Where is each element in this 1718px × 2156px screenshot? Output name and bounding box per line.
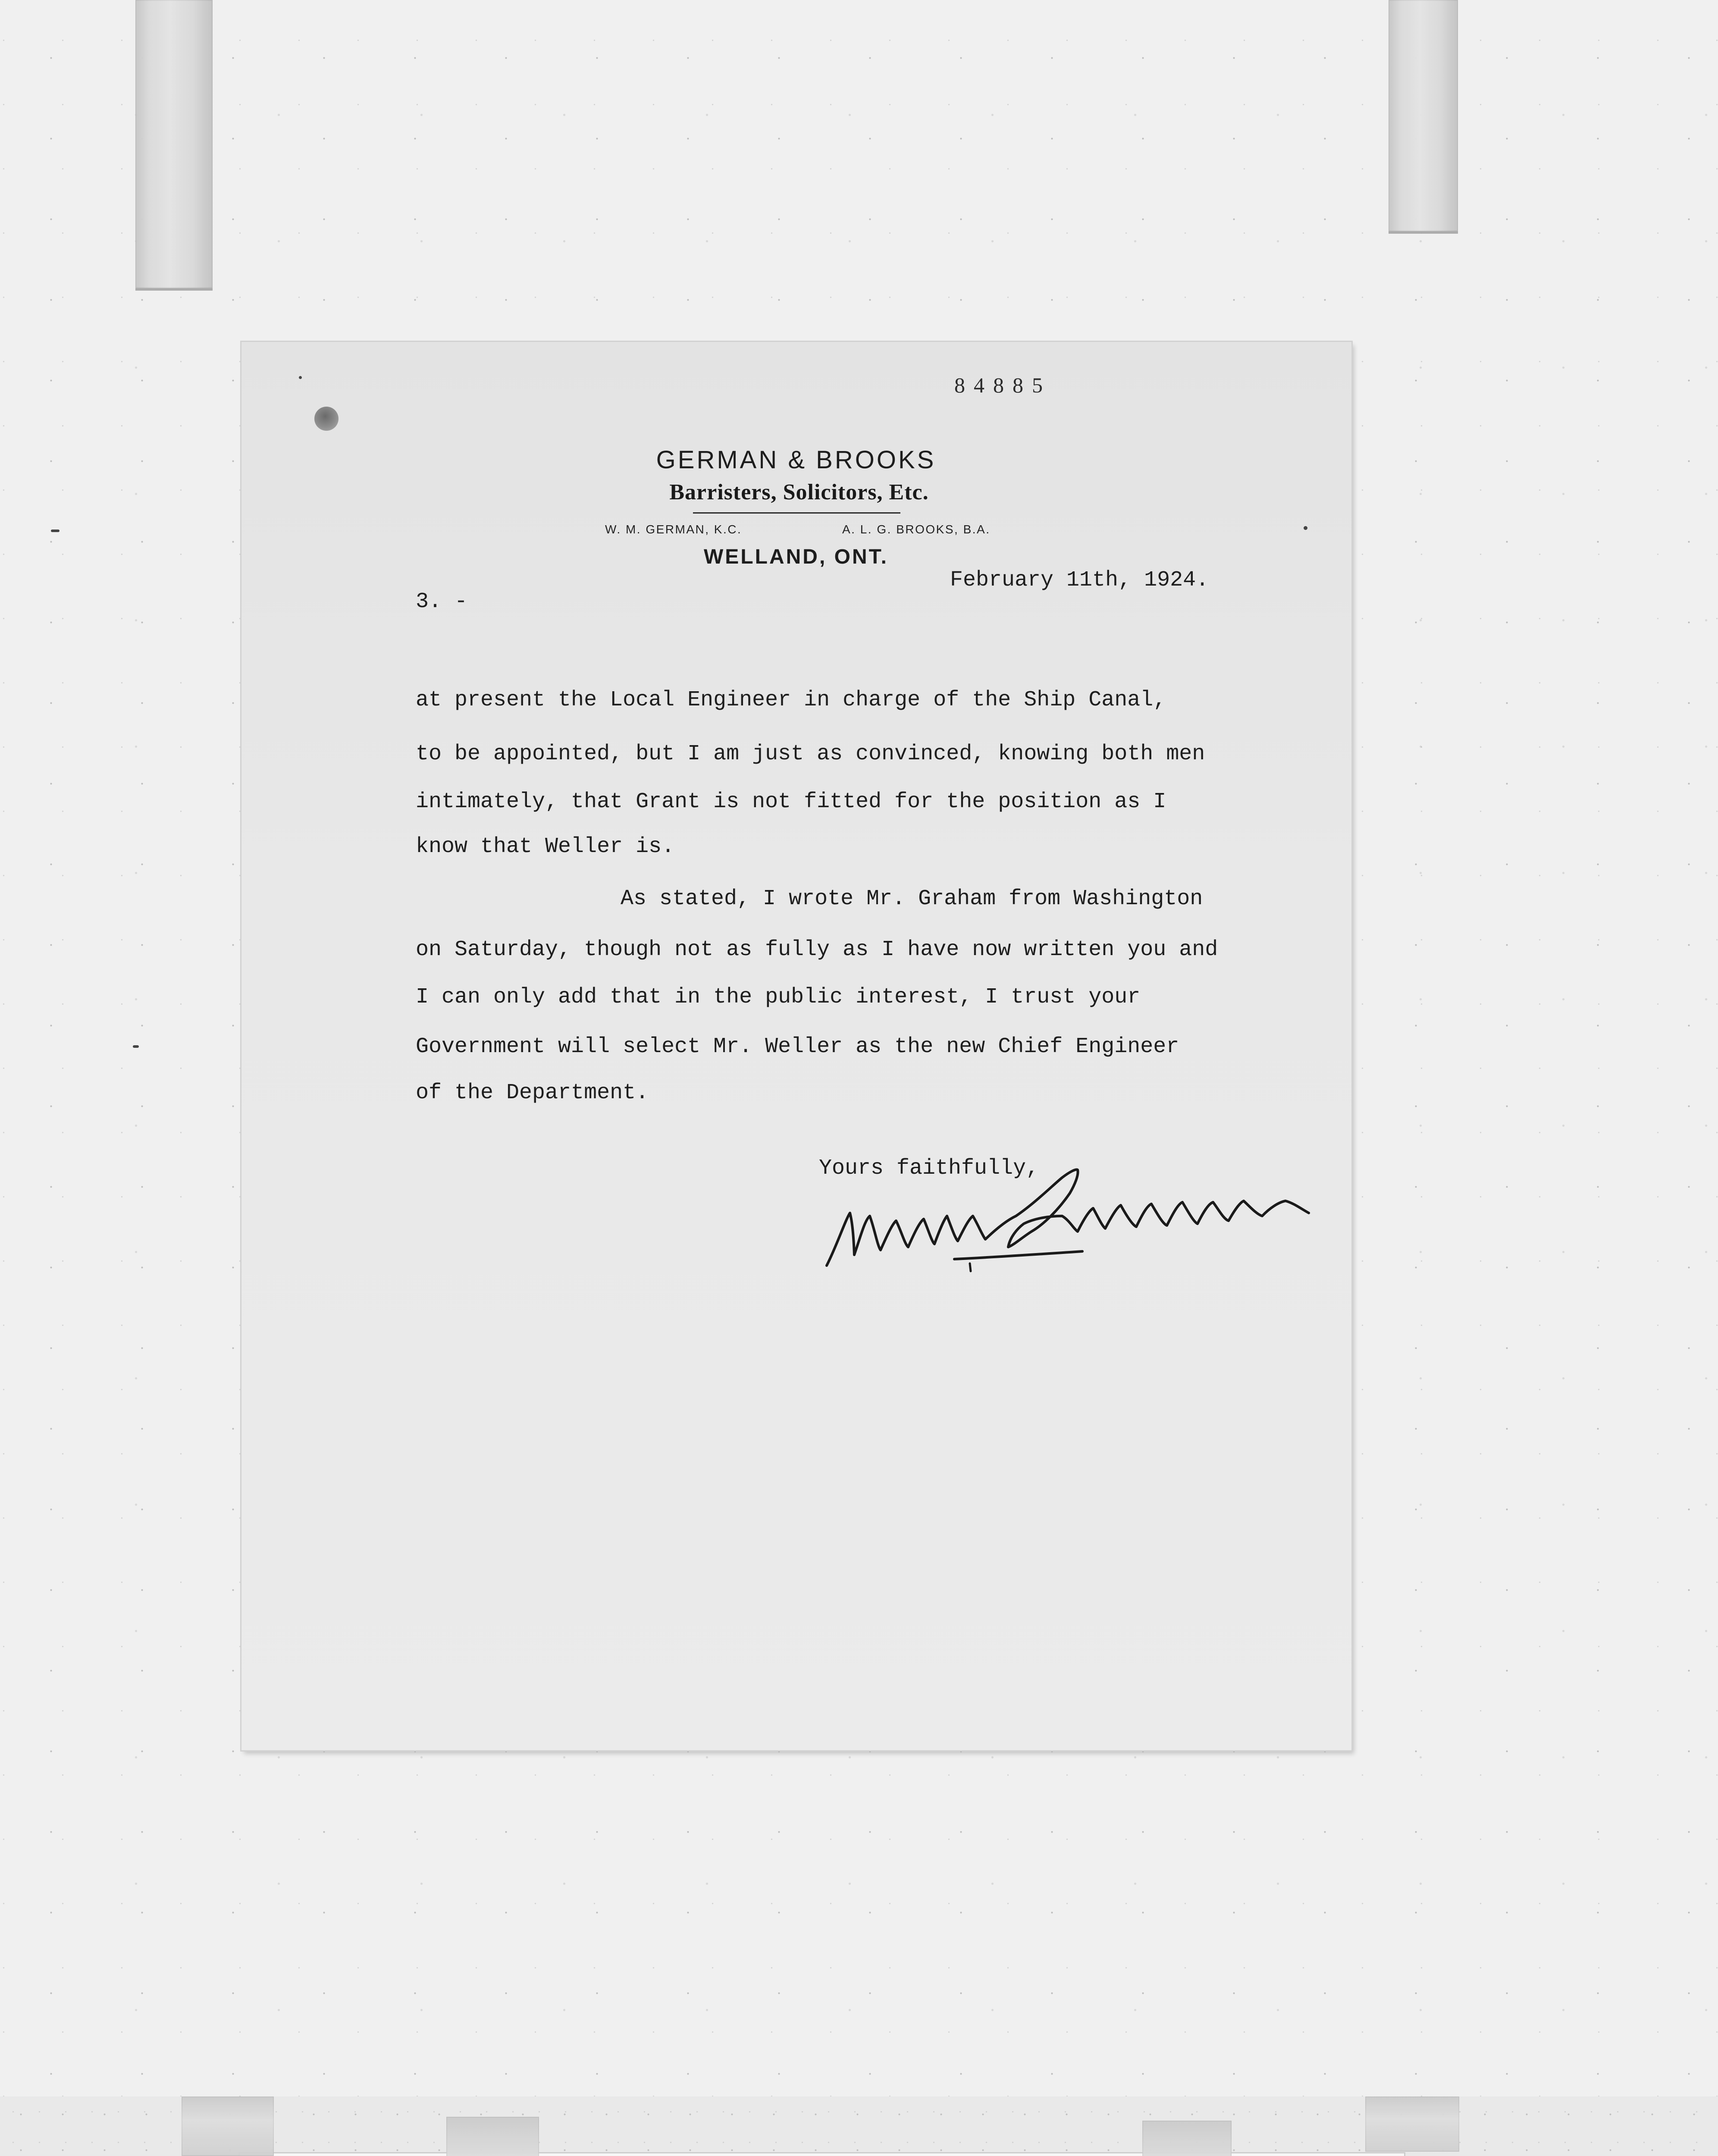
letter-date: February 11th, 1924.: [950, 568, 1209, 592]
mounting-tape: [1389, 0, 1458, 234]
body-line: at present the Local Engineer in charge of the Ship Canal,: [416, 688, 1166, 712]
speck: [299, 376, 302, 379]
page-marker: 3. -: [416, 589, 468, 614]
body-line: to be appointed, but I am just as convinced, knowing both men: [416, 742, 1205, 766]
letterhead-firm-name: GERMAN & BROOKS: [656, 446, 936, 474]
speck: [133, 1045, 139, 1048]
letterhead-rule: [693, 512, 900, 514]
body-line: of the Department.: [416, 1081, 649, 1105]
body-line: know that Weller is.: [416, 834, 675, 859]
document-number: 84885: [954, 373, 1051, 397]
handwritten-signature: [811, 1160, 1320, 1285]
mounting-tape: [1142, 2121, 1232, 2156]
mounting-tape: [1365, 2096, 1459, 2152]
speck: [51, 530, 60, 532]
body-line: intimately, that Grant is not fitted for the position as I: [416, 790, 1166, 814]
punch-hole: [314, 407, 339, 431]
letterhead-tagline: Barristers, Solicitors, Etc.: [669, 480, 929, 505]
letterhead-partner-german: W. M. GERMAN, K.C.: [605, 523, 742, 536]
closing: Yours faithfully,: [819, 1156, 1039, 1181]
body-line: Government will select Mr. Weller as the new Chief Engineer: [416, 1034, 1179, 1059]
speck: [1304, 526, 1307, 530]
body-line: on Saturday, though not as fully as I have now written you and: [416, 937, 1218, 962]
body-line: As stated, I wrote Mr. Graham from Washington: [621, 887, 1203, 911]
body-line: I can only add that in the public interest, I trust your: [416, 985, 1141, 1009]
mounting-tape: [135, 0, 213, 291]
mounting-tape: [182, 2096, 274, 2156]
mounting-tape: [446, 2117, 539, 2156]
letterhead-location: WELLAND, ONT.: [704, 545, 888, 568]
letterhead-partner-brooks: A. L. G. BROOKS, B.A.: [842, 523, 991, 536]
